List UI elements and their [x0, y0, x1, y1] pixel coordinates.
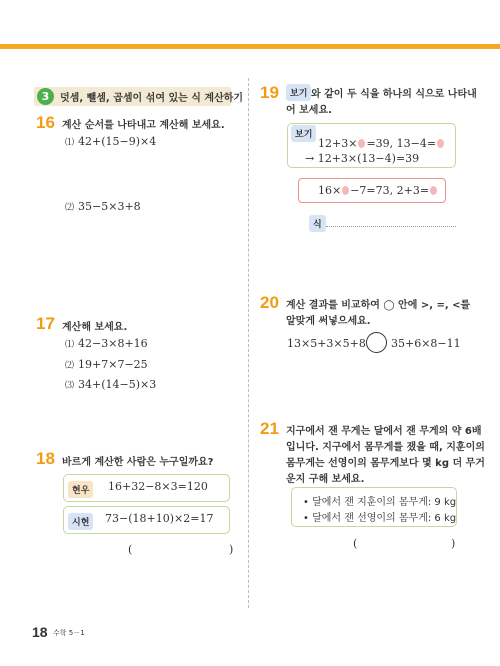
q18-expression-2: 73−(18+10)×2=17 [105, 512, 214, 525]
q18-expression-1: 16+32−8×3=120 [108, 480, 208, 493]
q19-example-tag: 보기 [291, 125, 316, 142]
blank-marker [358, 139, 365, 148]
blank-marker [342, 186, 349, 195]
question-number-18: 18 [36, 449, 55, 468]
question-number-20: 20 [260, 293, 279, 312]
question-number-19: 19 [260, 83, 279, 102]
blank-marker [437, 139, 444, 148]
q21-fact-2: • 달에서 잰 선영이의 몸무게: 6 kg [303, 513, 457, 524]
q17-item-2: ⑵ 19+7×7−25 [65, 358, 148, 371]
q19-example-line1: 12+3× =39, 13−4= [318, 137, 445, 150]
top-accent-bar [0, 44, 500, 49]
q19-example-line2: → 12+3×(13−4)=39 [305, 152, 420, 165]
q20-left-expression: 13×5+3×5+8 [287, 337, 366, 350]
question-text-21-line3: 몸무게는 선영이의 몸무게보다 몇 kg 더 무거 [286, 458, 485, 469]
q16-item-1: ⑴ 42+(15−9)×4 [65, 135, 157, 148]
q17-item-1: ⑴ 42−3×8+16 [65, 337, 148, 350]
q18-name-tag-2: 시현 [68, 513, 93, 530]
q21-answer-open-paren: ( [353, 537, 358, 550]
question-text-19-line2: 어 보세요. [286, 105, 332, 116]
q18-answer-open-paren: ( [128, 543, 133, 556]
q19-sik-label: 식 [309, 215, 326, 232]
question-text-18: 바르게 계산한 사람은 누구일까요? [62, 457, 214, 468]
q19-bogi-tag: 보기 [286, 84, 311, 101]
blank-marker [430, 186, 437, 195]
footer-label: 수학 5－1 [53, 629, 85, 637]
q19-problem-expression: 16× −7=73, 2+3= [318, 184, 438, 197]
question-text-17: 계산해 보세요. [62, 322, 128, 333]
question-text-21-line4: 운지 구해 보세요. [286, 474, 365, 485]
q17-item-3: ⑶ 34+(14−5)×3 [65, 378, 157, 391]
q19-answer-line[interactable] [326, 226, 456, 227]
q21-answer-close-paren: ) [451, 537, 456, 550]
q21-fact-1: • 달에서 잰 지훈이의 몸무게: 9 kg [303, 497, 457, 508]
question-text-20-line1: 계산 결과를 비교하여 ◯ 안에 >, =, <를 [286, 300, 471, 311]
column-divider [248, 78, 250, 608]
q18-name-tag-1: 현우 [68, 481, 93, 498]
question-text-20-line2: 알맞게 써넣으세요. [286, 316, 371, 327]
q20-compare-circle[interactable] [366, 332, 387, 353]
page-number: 18 [32, 624, 48, 640]
section-number: 3 [37, 88, 54, 105]
q16-item-2: ⑵ 35−5×3+8 [65, 200, 141, 213]
question-text-21-line1: 지구에서 잰 무게는 달에서 잰 무게의 약 6배 [286, 426, 482, 437]
question-number-16: 16 [36, 113, 55, 132]
question-number-17: 17 [36, 314, 55, 333]
question-text-21-line2: 입니다. 지구에서 몸무게를 쟀을 때, 지훈이의 [286, 442, 485, 453]
question-text-16: 계산 순서를 나타내고 계산해 보세요. [62, 120, 225, 131]
q18-answer-close-paren: ) [229, 543, 234, 556]
q20-right-expression: 35+6×8−11 [391, 337, 461, 350]
section-title: 덧셈, 뺄셈, 곱셈이 섞여 있는 식 계산하기 [60, 93, 244, 104]
question-text-19-line1: 와 같이 두 식을 하나의 식으로 나타내 [311, 89, 477, 100]
question-number-21: 21 [260, 419, 279, 438]
